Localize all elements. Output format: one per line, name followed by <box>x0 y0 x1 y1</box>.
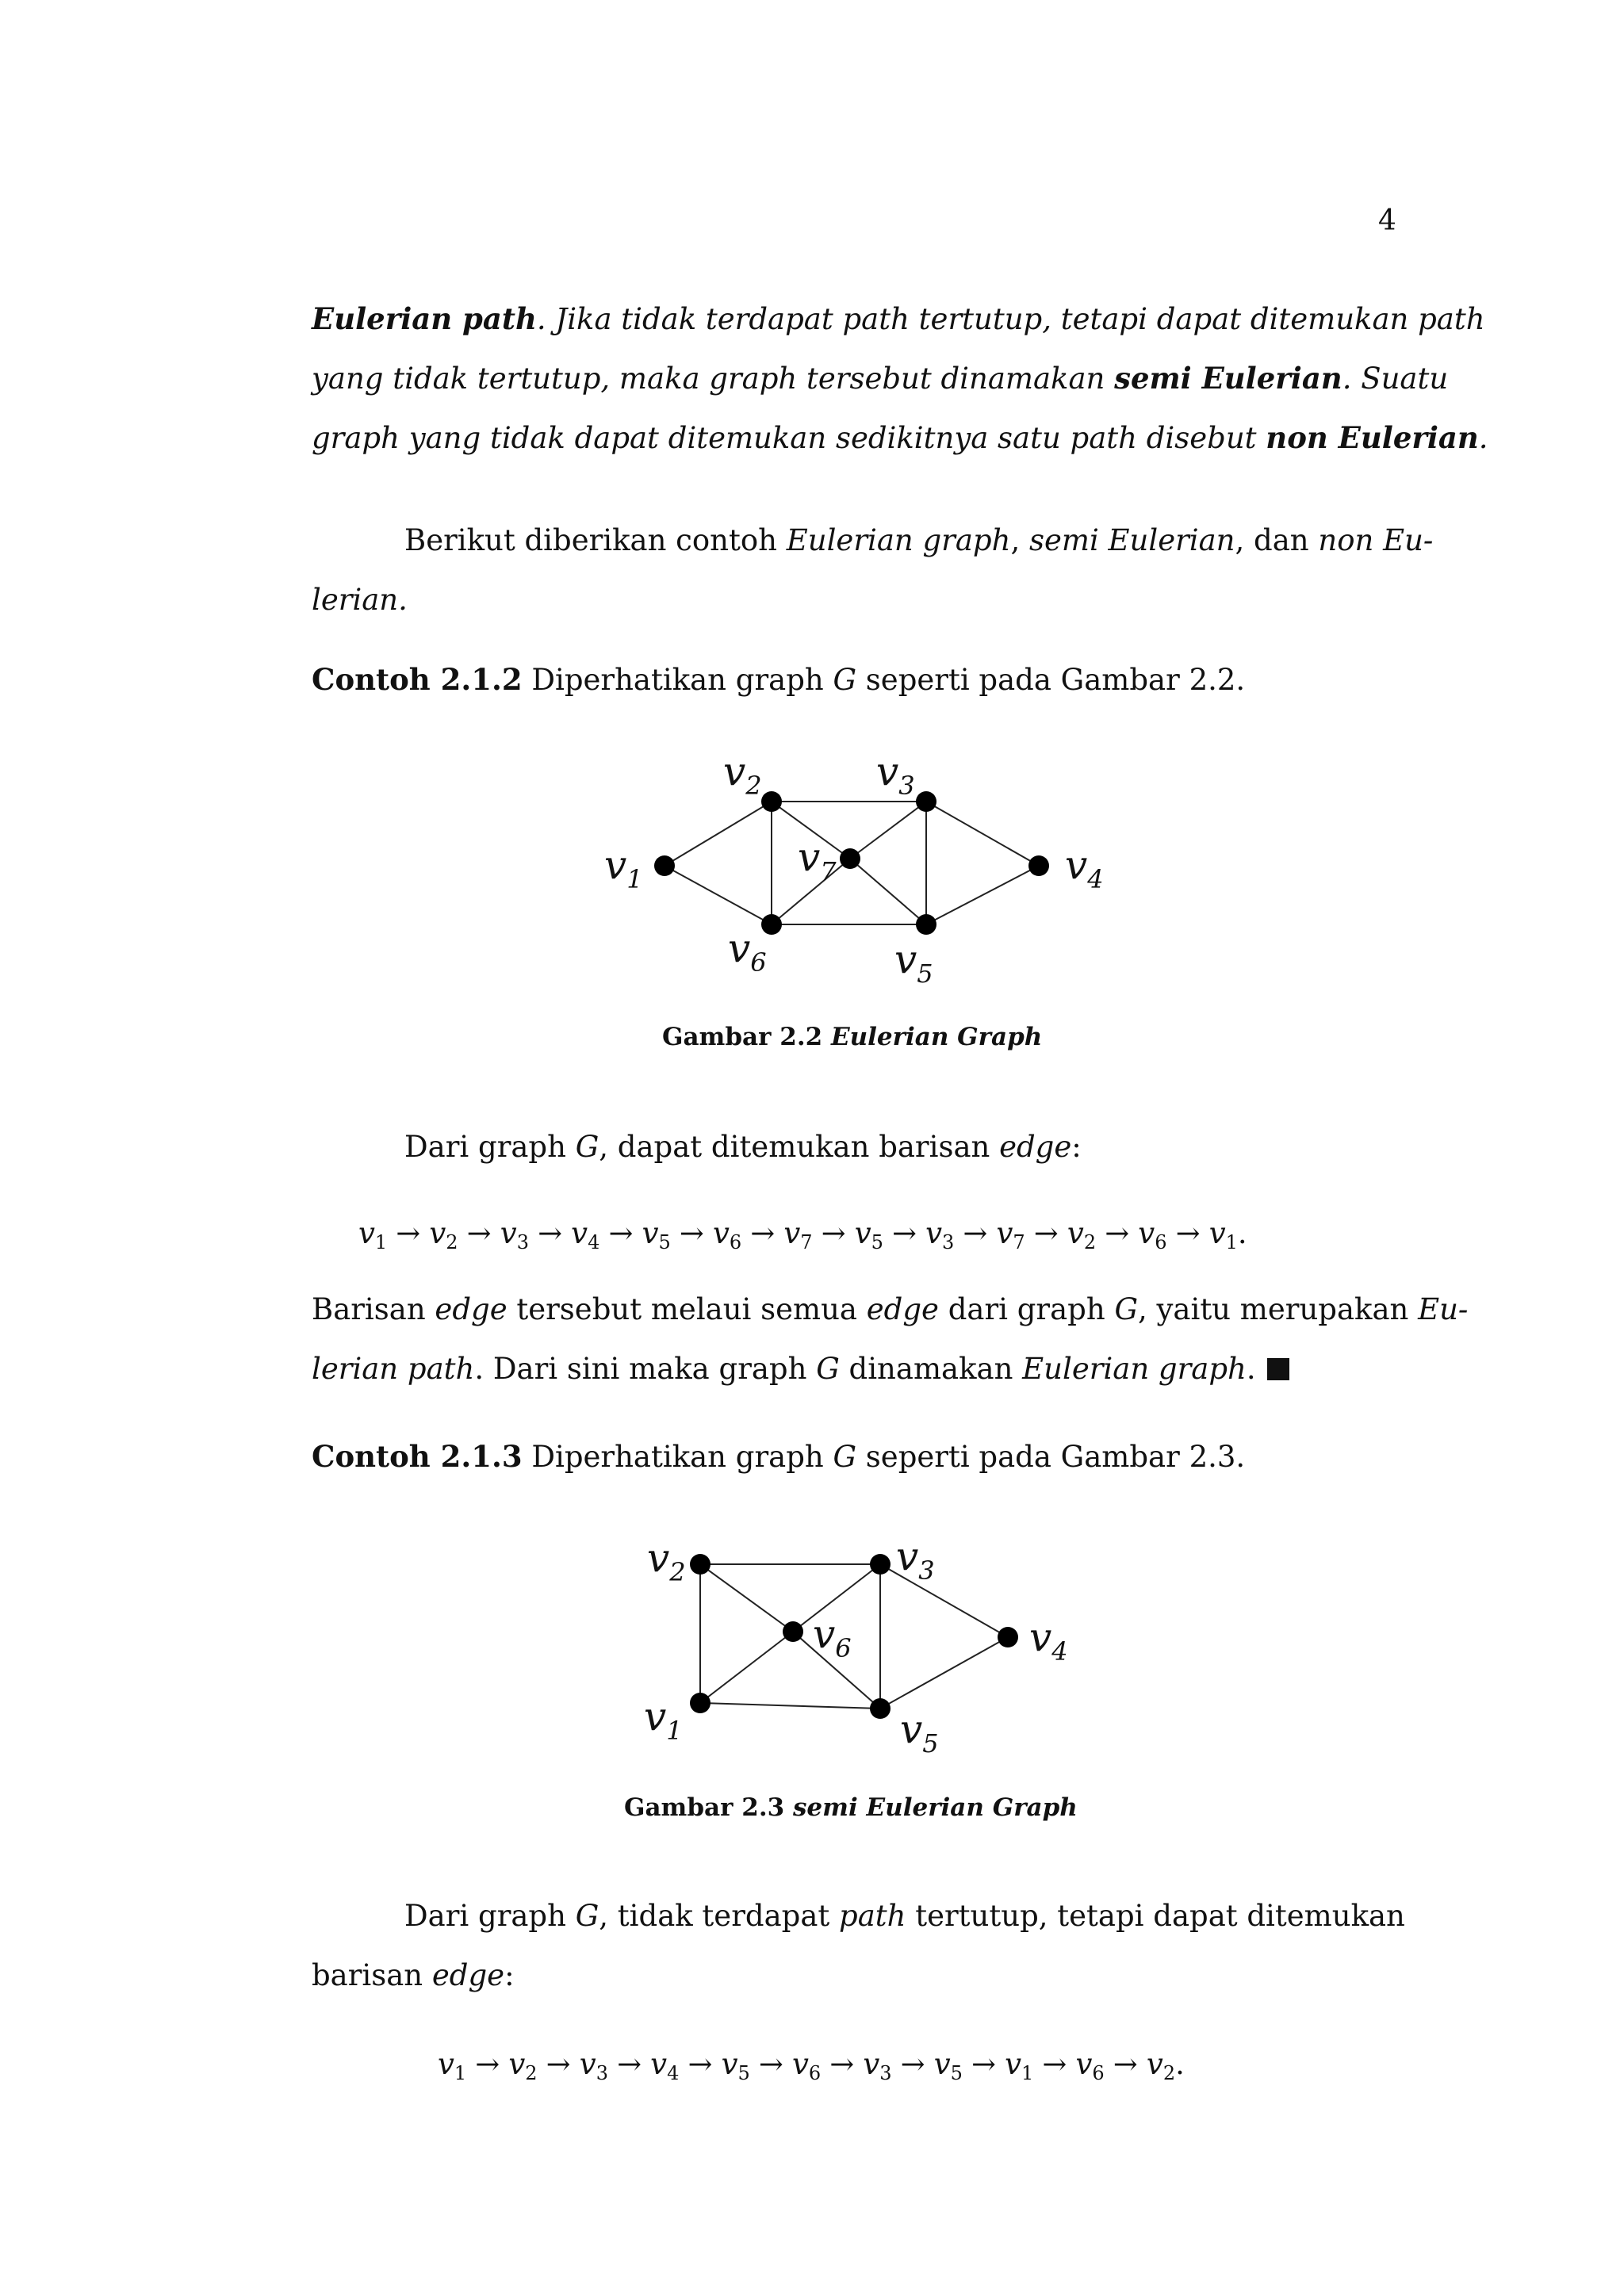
arrow-icon: → <box>1033 1216 1059 1250</box>
sequence-period: . <box>1237 1216 1247 1250</box>
caption2-label: Gambar 2.3 <box>624 1793 793 1822</box>
para1-line1-text: . Jika tidak terdapat path tertutup, tetapi dapat ditemukan path <box>536 302 1485 336</box>
sequence-vertex: $v_6$ <box>1138 1216 1167 1253</box>
arrow-icon: → <box>1042 2047 1067 2081</box>
label-v5: $v_5$ <box>900 1706 939 1758</box>
arrow-icon: → <box>829 2047 855 2081</box>
para2-text-e: , dan <box>1235 523 1319 557</box>
sequence-vertex: $v_1$ <box>1005 2047 1034 2084</box>
bar2-d: dinamakan <box>839 1352 1023 1386</box>
label-v4: $v_4$ <box>1029 1614 1068 1667</box>
node-v5 <box>870 1698 891 1719</box>
label-v6: $v_6$ <box>813 1611 852 1663</box>
example2-barisan-line <box>312 1958 515 1993</box>
sequence-vertex: $v_5$ <box>721 2047 750 2084</box>
label-v4: $v_4$ <box>1065 842 1104 894</box>
example-label: Contoh 2.1.2 <box>312 662 523 697</box>
label-v2: $v_2$ <box>647 1535 686 1587</box>
sequence-vertex: $v_1$ <box>438 2047 467 2084</box>
node-v6 <box>783 1621 803 1642</box>
node-v1 <box>690 1693 710 1713</box>
bar1-a: Barisan <box>312 1292 435 1326</box>
dari2-b: , tidak terdapat <box>599 1899 840 1933</box>
dari-a: Dari graph <box>404 1130 576 1164</box>
sequence-vertex: $v_6$ <box>712 1216 742 1253</box>
label-v3: $v_3$ <box>896 1533 935 1586</box>
bar2-a: lerian path <box>312 1352 475 1386</box>
bar1-c: tersebut melaui semua <box>507 1292 867 1326</box>
para2-text-c: , <box>1010 523 1029 557</box>
arrow-icon: → <box>538 1216 563 1250</box>
example2-text-a: Diperhatikan graph <box>522 1440 833 1474</box>
dari-d: : <box>1071 1130 1082 1164</box>
sequence-vertex: $v_2$ <box>429 1216 458 1253</box>
label-v3: $v_3$ <box>876 748 915 801</box>
arrow-icon: → <box>900 2047 925 2081</box>
arrow-icon: → <box>688 2047 713 2081</box>
para1-line3-tail: . <box>1478 421 1488 455</box>
sequence-vertex: $v_4$ <box>571 1216 600 1253</box>
example-text-b: seperti pada Gambar 2.2. <box>856 663 1246 697</box>
label-v1: $v_1$ <box>644 1693 683 1746</box>
para1-line2-tail: . Suatu <box>1342 362 1449 396</box>
arrow-icon: → <box>475 2047 500 2081</box>
bar1-g: , yaitu merupakan <box>1138 1292 1419 1326</box>
sequence-vertex: $v_6$ <box>1075 2047 1105 2084</box>
sequence-vertex: $v_3$ <box>863 2047 892 2084</box>
node-v3 <box>870 1554 891 1575</box>
label-v1: $v_1$ <box>604 842 643 894</box>
caption-title: Eulerian Graph <box>830 1023 1043 1051</box>
sequence-vertex: $v_2$ <box>1067 1216 1097 1253</box>
sequence-vertex: $v_7$ <box>996 1216 1025 1253</box>
sequence-vertex: $v_2$ <box>1146 2047 1176 2084</box>
node-v4 <box>998 1627 1018 1647</box>
dari2-words <box>404 1899 1405 1934</box>
sequence-vertex: $v_3$ <box>500 1216 529 1253</box>
sequence-vertex: $v_2$ <box>508 2047 538 2084</box>
bar2-e: Eulerian graph <box>1022 1352 1247 1386</box>
bar1-e: dari graph <box>938 1292 1115 1326</box>
sequence-period: . <box>1175 2047 1185 2081</box>
arrow-icon: → <box>617 2047 642 2081</box>
arrow-icon: → <box>821 1216 846 1250</box>
page-number: 4 <box>1378 205 1396 237</box>
label-v2: $v_2$ <box>723 748 762 801</box>
example-graph-name: G <box>833 663 857 697</box>
example2-text-b: seperti pada Gambar 2.3. <box>856 1440 1246 1474</box>
term-eulerian-path: Eulerian path <box>312 301 537 336</box>
bar2-c: G <box>816 1352 840 1386</box>
arrow-icon: → <box>758 2047 783 2081</box>
arrow-icon: → <box>679 1216 704 1250</box>
edge-v1-v6 <box>700 1632 793 1703</box>
dari2-d: tertutup, tetapi dapat ditemukan <box>906 1899 1405 1933</box>
arrow-icon: → <box>466 1216 492 1250</box>
arrow-icon: → <box>971 2047 997 2081</box>
dari2-line2-a: barisan <box>312 1958 432 1992</box>
dari2-g: G <box>575 1899 599 1933</box>
arrow-icon: → <box>963 1216 988 1250</box>
arrow-icon: → <box>546 2047 571 2081</box>
dari2-line2-c: : <box>504 1958 515 1992</box>
sequence-vertex: $v_5$ <box>854 1216 883 1253</box>
sequence-vertex: $v_5$ <box>933 2047 963 2084</box>
sequence-vertex: $v_3$ <box>579 2047 608 2084</box>
sequence-vertex: $v_3$ <box>925 1216 955 1253</box>
edge-v1-v5 <box>700 1703 880 1709</box>
bar1-f: G <box>1114 1292 1138 1326</box>
sequence-vertex: $v_1$ <box>1208 1216 1238 1253</box>
bar1-d: edge <box>866 1292 939 1326</box>
caption2-title: semi Eulerian Graph <box>792 1793 1078 1822</box>
example2-dari-line <box>404 1899 1405 1934</box>
para2-text-f: non Eu- <box>1318 523 1434 557</box>
dari2-c: path <box>839 1899 906 1933</box>
sequence-vertex: $v_4$ <box>650 2047 680 2084</box>
para2-text-d: semi Eulerian <box>1028 523 1235 557</box>
dari-c: edge <box>999 1130 1072 1164</box>
bar1-b: edge <box>435 1292 508 1326</box>
figure-2-3-caption <box>624 1793 1078 1822</box>
arrow-icon: → <box>608 1216 634 1250</box>
para2-text-a: Berikut diberikan contoh <box>404 523 787 557</box>
node-v2 <box>690 1554 710 1575</box>
label-v5: $v_5$ <box>894 936 933 989</box>
dari2-line2-b: edge <box>431 1958 505 1992</box>
arrow-icon: → <box>1105 1216 1130 1250</box>
term-non-eulerian: non Eulerian <box>1266 420 1479 455</box>
edge-v2-v6 <box>700 1564 793 1632</box>
sequence-vertex: $v_1$ <box>358 1216 388 1253</box>
arrow-icon: → <box>750 1216 776 1250</box>
para1-line2-text: yang tidak tertutup, maka graph tersebut dinamakan <box>312 362 1115 396</box>
dari2-a: Dari graph <box>404 1899 576 1933</box>
bar2-f: . <box>1246 1352 1256 1386</box>
para2-line2: lerian. <box>312 583 408 617</box>
edge-sequence-2 <box>438 2047 1185 2084</box>
dari-b: , dapat ditemukan barisan <box>599 1130 1000 1164</box>
bar2-b: . Dari sini maka graph <box>474 1352 817 1386</box>
example-text-a: Diperhatikan graph <box>522 663 833 697</box>
dari-g: G <box>575 1130 599 1164</box>
para2-text-b: Eulerian graph <box>786 523 1011 557</box>
label-v7: $v_7$ <box>798 834 837 886</box>
caption-label: Gambar 2.2 <box>662 1023 831 1051</box>
arrow-icon: → <box>1175 1216 1201 1250</box>
bar1-h: Eu- <box>1418 1292 1469 1326</box>
edge-v3-v6 <box>793 1564 880 1632</box>
arrow-icon: → <box>396 1216 421 1250</box>
sequence-vertex: $v_7$ <box>783 1216 813 1253</box>
example2-label: Contoh 2.1.3 <box>312 1439 523 1474</box>
example2-graph-name: G <box>833 1440 857 1474</box>
edge-v4-v5 <box>880 1637 1008 1709</box>
arrow-icon: → <box>892 1216 917 1250</box>
arrow-icon: → <box>1113 2047 1138 2081</box>
sequence-vertex: $v_6$ <box>791 2047 822 2084</box>
sequence-vertex: $v_5$ <box>642 1216 671 1253</box>
label-v6: $v_6$ <box>728 925 767 978</box>
term-semi-eulerian: semi Eulerian <box>1114 361 1342 396</box>
para1-line3-text: graph yang tidak dapat ditemukan sedikitnya satu path disebut <box>312 421 1266 455</box>
